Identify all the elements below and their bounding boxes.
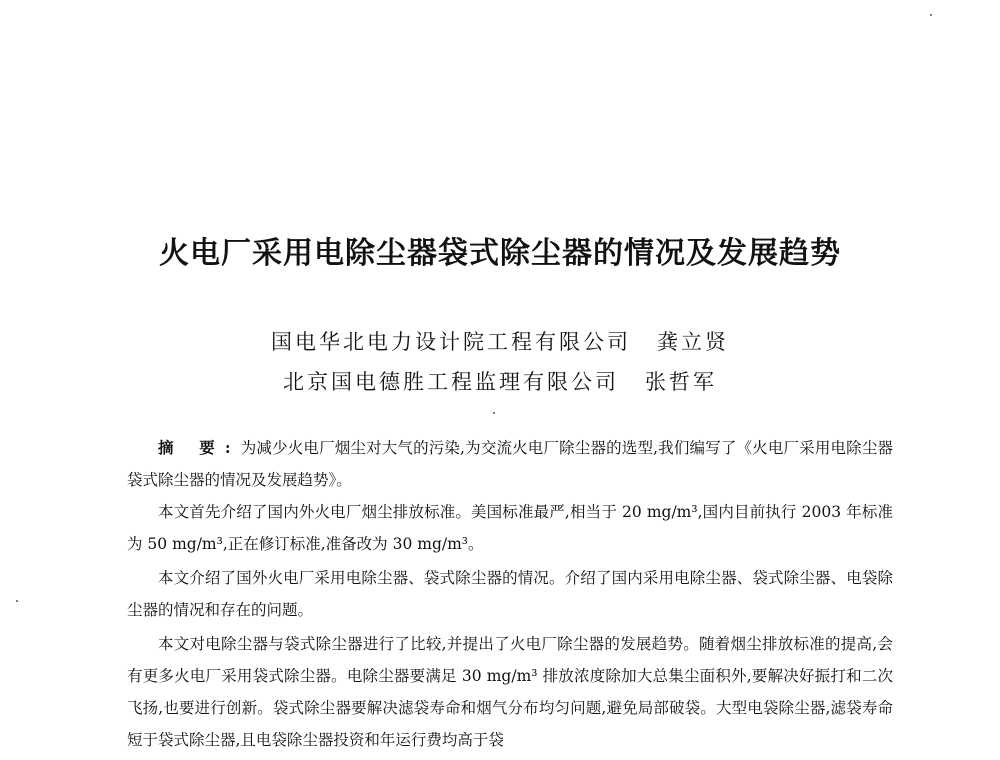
body-paragraph: 本文首先介绍了国内外火电厂烟尘排放标准。美国标准最严,相当于 20 mg/m³,国内目前执行 2003 年标准为 50 mg/m³,正在修订标准,准备改为 30 mg/m³。 [127, 503, 893, 553]
body-paragraph: 本文对电除尘器与袋式除尘器进行了比较,并提出了火电厂除尘器的发展趋势。随着烟尘排放标准的提高,会有更多火电厂采用袋式除尘器。电除尘器要满足 30 mg/m³ 排放浓度除加大总集尘面积外,要解决好振打和二次飞扬,也要进行创新。袋式除尘器要解决滤袋寿命和烟气分布均匀问题,避免局部破袋。大型电袋除尘器,滤袋寿命短于袋式除尘器,且电袋除尘器投资和年运行费均高于袋 [127, 635, 893, 749]
author-line-2 [0, 366, 1000, 396]
author-name: 张哲军 [645, 370, 717, 394]
paper-title: 火电厂采用电除尘器袋式除尘器的情况及发展趋势 [159, 236, 841, 271]
author-affiliation: 北京国电德胜工程监理有限公司 [283, 370, 619, 394]
author-name: 龚立贤 [657, 330, 729, 354]
scan-speck [493, 412, 495, 414]
abstract-label: 摘 要: [158, 438, 241, 457]
body-paragraph: 本文介绍了国外火电厂采用电除尘器、袋式除尘器的情况。介绍了国内采用电除尘器、袋式除尘器、电袋除尘器的情况和存在的问题。 [127, 569, 893, 619]
author-affiliation: 国电华北电力设计院工程有限公司 [271, 330, 631, 354]
scan-speck [16, 600, 18, 602]
author-line-1 [0, 326, 1000, 356]
abstract-text: 为减少火电厂烟尘对大气的污染,为交流火电厂除尘器的选型,我们编写了《火电厂采用电除尘器袋式除尘器的情况及发展趋势》。 [127, 439, 893, 489]
abstract-paragraph [127, 432, 893, 496]
scan-speck [930, 14, 932, 16]
